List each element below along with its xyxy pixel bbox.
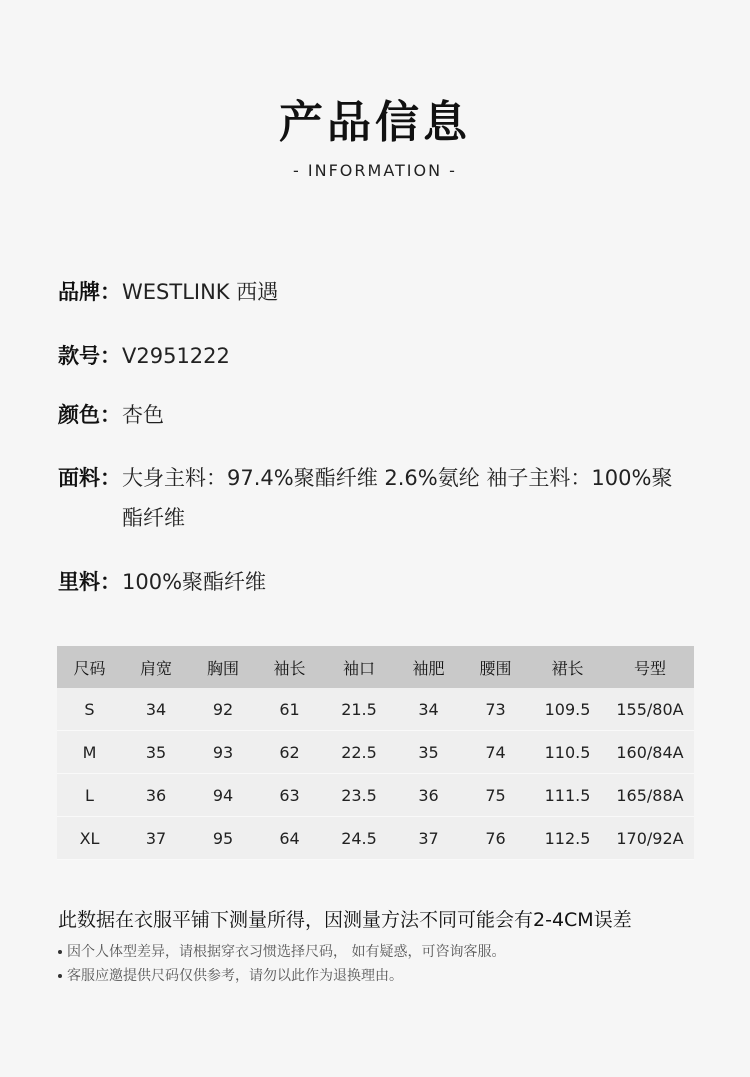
table-cell: 170/92A xyxy=(606,817,694,860)
bullet-icon xyxy=(58,974,62,978)
table-cell: 24.5 xyxy=(323,817,395,860)
table-cell: 22.5 xyxy=(323,731,395,774)
table-cell: 36 xyxy=(122,774,190,817)
table-cell: L xyxy=(57,774,122,817)
info-value-lining: 100%聚酯纤维 xyxy=(122,570,267,594)
size-table-header-row xyxy=(57,646,694,688)
table-cell: 93 xyxy=(190,731,256,774)
info-value-style-number: V2951222 xyxy=(122,344,230,368)
table-cell: 92 xyxy=(190,688,256,731)
column-header: 袖口 xyxy=(323,646,395,688)
column-header: 袖长 xyxy=(256,646,323,688)
table-cell: 23.5 xyxy=(323,774,395,817)
column-header: 袖肥 xyxy=(395,646,462,688)
page-title: 产品信息 xyxy=(279,97,471,148)
table-cell: 34 xyxy=(395,688,462,731)
column-header: 尺码 xyxy=(57,646,122,688)
info-value-brand: WESTLINK 西遇 xyxy=(122,280,279,304)
table-cell: 160/84A xyxy=(606,731,694,774)
table-cell: XL xyxy=(57,817,122,860)
table-cell: 35 xyxy=(122,731,190,774)
table-cell: 34 xyxy=(122,688,190,731)
table-cell: 37 xyxy=(122,817,190,860)
info-label-brand: 品牌： xyxy=(58,280,121,304)
column-header: 号型 xyxy=(606,646,694,688)
table-cell: 63 xyxy=(256,774,323,817)
table-cell: 76 xyxy=(462,817,529,860)
table-cell: 95 xyxy=(190,817,256,860)
table-cell: 74 xyxy=(462,731,529,774)
column-header: 肩宽 xyxy=(122,646,190,688)
table-cell: 35 xyxy=(395,731,462,774)
page-subtitle: - INFORMATION - xyxy=(293,161,457,180)
table-cell: 61 xyxy=(256,688,323,731)
table-cell: 165/88A xyxy=(606,774,694,817)
table-cell: 110.5 xyxy=(529,731,606,774)
info-label-fabric: 面料： xyxy=(58,466,121,490)
table-row xyxy=(57,731,694,774)
info-value-color: 杏色 xyxy=(122,403,164,427)
measurement-note: 此数据在衣服平铺下测量所得，因测量方法不同可能会有2-4CM误差 xyxy=(58,909,632,931)
note-item xyxy=(58,941,505,961)
table-cell: 36 xyxy=(395,774,462,817)
column-header: 胸围 xyxy=(190,646,256,688)
note-item-text: 客服应邀提供尺码仅供参考，请勿以此作为退换理由。 xyxy=(67,968,403,984)
bullet-icon xyxy=(58,950,62,954)
column-header: 腰围 xyxy=(462,646,529,688)
table-cell: 37 xyxy=(395,817,462,860)
table-cell: 109.5 xyxy=(529,688,606,731)
table-row xyxy=(57,817,694,860)
table-cell: S xyxy=(57,688,122,731)
table-cell: 64 xyxy=(256,817,323,860)
table-cell: 62 xyxy=(256,731,323,774)
table-cell: 21.5 xyxy=(323,688,395,731)
table-cell: 112.5 xyxy=(529,817,606,860)
table-cell: 75 xyxy=(462,774,529,817)
info-value-fabric: 大身主料：97.4%聚酯纤维 2.6%氨纶 袖子主料：100%聚酯纤维 xyxy=(122,466,673,530)
table-cell: M xyxy=(57,731,122,774)
note-item-text: 因个人体型差异，请根据穿衣习惯选择尺码， 如有疑惑，可咨询客服。 xyxy=(67,944,506,960)
info-label-style-number: 款号： xyxy=(58,344,121,368)
table-cell: 155/80A xyxy=(606,688,694,731)
size-table xyxy=(57,646,694,860)
note-item xyxy=(58,965,403,985)
table-row xyxy=(57,774,694,817)
table-cell: 111.5 xyxy=(529,774,606,817)
table-cell: 73 xyxy=(462,688,529,731)
table-row xyxy=(57,688,694,731)
info-label-color: 颜色： xyxy=(58,403,121,427)
table-cell: 94 xyxy=(190,774,256,817)
column-header: 裙长 xyxy=(529,646,606,688)
info-label-lining: 里料： xyxy=(58,570,121,594)
